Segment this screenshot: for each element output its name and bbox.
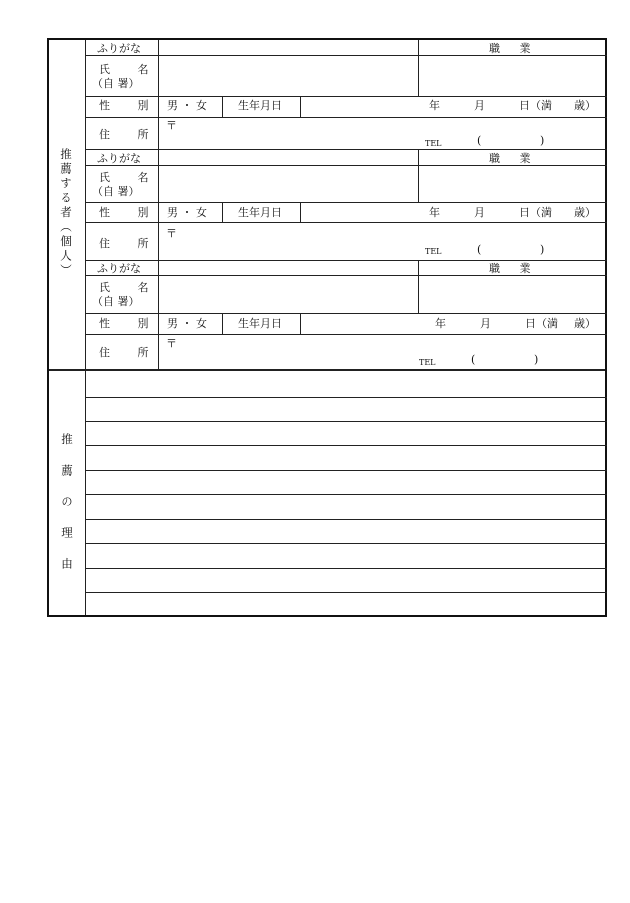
address-label: 住 所 bbox=[99, 128, 161, 141]
tel-open-paren: ( bbox=[477, 243, 482, 256]
birthdate-label: 生年月日 bbox=[238, 317, 282, 330]
postal-mark: 〒 bbox=[166, 227, 177, 240]
birth-day-label: 日（満 bbox=[525, 317, 558, 330]
tel-close-paren: ) bbox=[534, 353, 539, 366]
tel-label: TEL bbox=[419, 358, 436, 367]
furigana-label: ふりがな bbox=[97, 152, 141, 165]
gender-label: 性 別 bbox=[99, 99, 161, 112]
gender-options[interactable]: 男 ・ 女 bbox=[167, 206, 207, 219]
furigana-field[interactable] bbox=[159, 150, 417, 164]
name-field[interactable] bbox=[159, 276, 417, 312]
tel-close-paren: ) bbox=[540, 243, 545, 256]
tel-label: TEL bbox=[425, 247, 442, 256]
furigana-label: ふりがな bbox=[97, 42, 141, 55]
postal-mark: 〒 bbox=[166, 337, 177, 350]
signature-label: （自 署） bbox=[92, 77, 140, 90]
birth-month-label: 月 bbox=[474, 99, 485, 112]
furigana-label: ふりがな bbox=[97, 262, 141, 275]
gender-label: 性 別 bbox=[99, 317, 161, 330]
birth-year-label: 年 bbox=[429, 206, 440, 219]
birth-day-label: 日（満 bbox=[519, 206, 552, 219]
age-suffix-label: 歳） bbox=[574, 206, 596, 219]
reason-field[interactable] bbox=[86, 371, 605, 615]
occupation-label: 職 業 bbox=[489, 42, 539, 55]
name-label: 氏 名 bbox=[99, 63, 161, 76]
gender-options[interactable]: 男 ・ 女 bbox=[167, 317, 207, 330]
address-field[interactable] bbox=[159, 335, 607, 369]
birthdate-label: 生年月日 bbox=[238, 99, 282, 112]
age-suffix-label: 歳） bbox=[574, 99, 596, 112]
signature-label: （自 署） bbox=[92, 185, 140, 198]
tel-open-paren: ( bbox=[471, 353, 476, 366]
name-label: 氏 名 bbox=[99, 281, 161, 294]
name-field[interactable] bbox=[159, 56, 417, 96]
tel-label: TEL bbox=[425, 139, 442, 148]
occupation-label: 職 業 bbox=[489, 262, 539, 275]
address-label: 住 所 bbox=[99, 237, 161, 250]
birth-year-label: 年 bbox=[435, 317, 446, 330]
address-label: 住 所 bbox=[99, 346, 161, 359]
gender-label: 性 別 bbox=[99, 206, 161, 219]
occupation-field[interactable] bbox=[419, 276, 607, 312]
furigana-field[interactable] bbox=[159, 40, 417, 55]
reason-section-label: 推 薦 の 理 由 bbox=[60, 433, 74, 578]
recommendation-form bbox=[47, 38, 607, 617]
postal-mark: 〒 bbox=[166, 119, 177, 132]
signature-label: （自 署） bbox=[92, 295, 140, 308]
occupation-field[interactable] bbox=[419, 166, 607, 202]
birth-year-label: 年 bbox=[429, 99, 440, 112]
birth-month-label: 月 bbox=[474, 206, 485, 219]
age-suffix-label: 歳） bbox=[574, 317, 596, 330]
gender-options[interactable]: 男 ・ 女 bbox=[167, 99, 207, 112]
tel-open-paren: ( bbox=[477, 134, 482, 147]
occupation-field[interactable] bbox=[419, 56, 607, 96]
name-label: 氏 名 bbox=[99, 171, 161, 184]
recommender-section-label: 推薦する者（個人） bbox=[59, 148, 73, 279]
name-field[interactable] bbox=[159, 166, 417, 202]
birthdate-label: 生年月日 bbox=[238, 206, 282, 219]
furigana-field[interactable] bbox=[159, 261, 417, 274]
occupation-label: 職 業 bbox=[489, 152, 539, 165]
tel-close-paren: ) bbox=[540, 134, 545, 147]
birth-month-label: 月 bbox=[480, 317, 491, 330]
birth-day-label: 日（満 bbox=[519, 99, 552, 112]
